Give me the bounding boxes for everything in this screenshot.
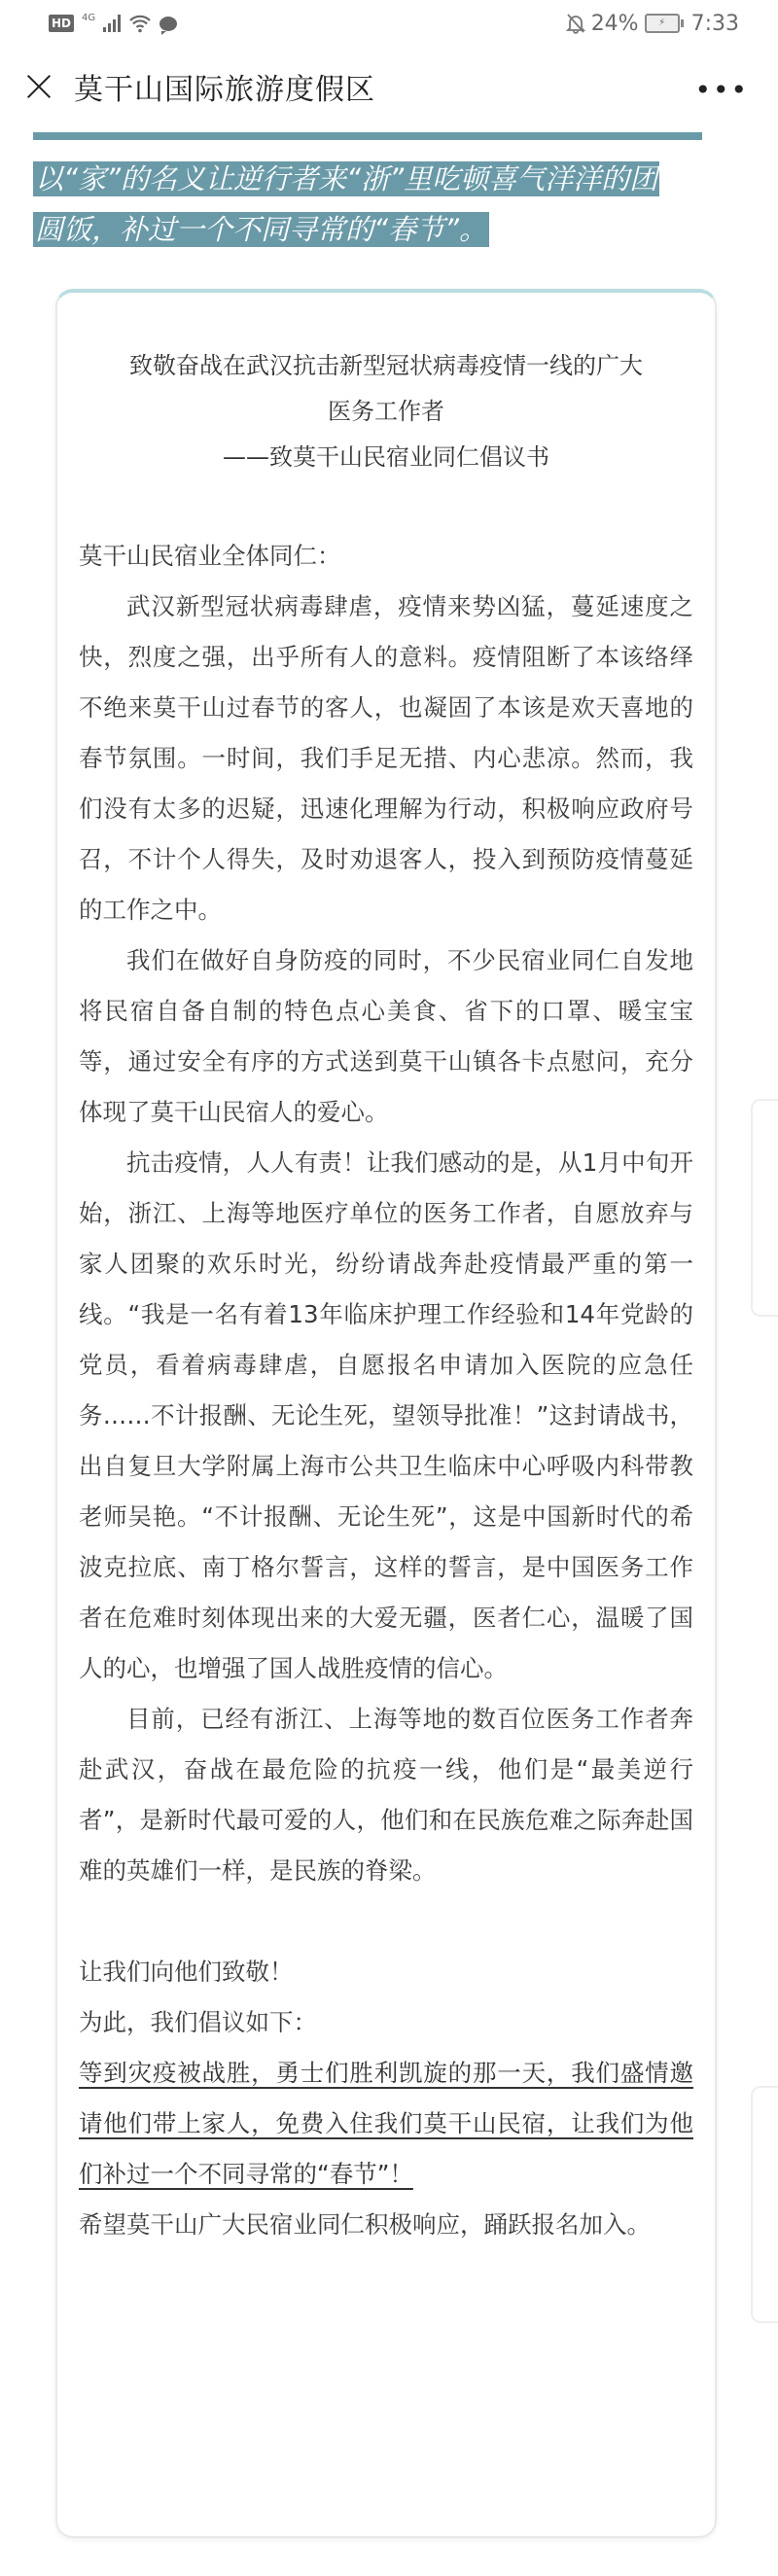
proposal-text: 等到灾疫被战胜，勇士们胜利凯旋的那一天，我们盛情邀请他们带上家人，免费入住我们莫干山民宿，让我们为他们补过一个不同寻常的“春节”！ bbox=[79, 2059, 693, 2188]
network-type: 4G bbox=[82, 12, 96, 23]
letter-heading bbox=[57, 343, 715, 480]
battery-percent: 24% bbox=[590, 11, 639, 36]
signal-icon bbox=[103, 15, 121, 32]
letter-card bbox=[55, 289, 717, 2538]
salutation: 莫干山民宿业全体同仁： bbox=[79, 542, 341, 570]
highlight-banner bbox=[33, 126, 733, 263]
closing-line: 希望莫干山广大民宿业同仁积极响应，踊跃报名加入。 bbox=[79, 2210, 651, 2239]
letter-subtitle: ——致莫干山民宿业同仁倡议书 bbox=[223, 443, 549, 471]
paragraph: 武汉新型冠状病毒肆虐，疫情来势凶猛，蔓延速度之快，烈度之强，出乎所有人的意料。疫情阻断了本该络绎不绝来莫干山过春节的客人，也凝固了本该是欢天喜地的春节氛围。一时间，我们手足无措、内心悲凉。然而，我们没有太多的迟疑，迅速化理解为行动，积极响应政府号召，不计个人得失，及时劝退客人，投入到预防疫情蔓延的工作之中。 bbox=[79, 592, 693, 924]
banner-cut-line bbox=[33, 132, 702, 140]
paragraph: 我们在做好自身防疫的同时，不少民宿业同仁自发地将民宿自备自制的特色点心美食、省下的口罩、暖宝宝等，通过安全有序的方式送到莫干山镇各卡点慰问，充分体现了莫干山民宿人的爱心。 bbox=[79, 946, 693, 1126]
status-right bbox=[566, 12, 778, 36]
battery-charging-icon: ⚡ bbox=[645, 14, 680, 33]
more-options-button[interactable]: ••• bbox=[694, 74, 749, 106]
clock: 7:33 bbox=[690, 11, 739, 36]
adjacent-card-edge bbox=[751, 2086, 778, 2323]
paragraph: 抗击疫情，人人有责！让我们感动的是，从1月中旬开始，浙江、上海等地医疗单位的医务工作者，自愿放弃与家人团聚的欢乐时光，纷纷请战奔赴疫情最严重的第一线。“我是一名有着13年临床护理工作经验和14年党龄的党员，看着病毒肆虐，自愿报名申请加入医院的应急任务……不计报酬、无论生死，望领导批准！”这封请战书，出自复旦大学附属上海市公共卫生临床中心呼吸内科带教老师吴艳。“不计报酬、无论生死”，这是中国新时代的希波克拉底、南丁格尔誓言，这样的誓言，是中国医务工作者在危难时刻体现出来的大爱无疆，医者仁心，温暖了国人的心，也增强了国人战胜疫情的信心。 bbox=[79, 1148, 693, 1682]
hd-icon: HD bbox=[49, 15, 74, 32]
title-bar bbox=[0, 47, 778, 126]
status-bar bbox=[0, 0, 778, 47]
close-icon[interactable] bbox=[19, 67, 58, 106]
banner-line: 以“家”的名义让逆行者来“浙”里吃顿喜气洋洋的团 bbox=[35, 162, 658, 195]
page-title: 莫干山国际旅游度假区 bbox=[74, 73, 375, 107]
letter-title: 医务工作者 bbox=[328, 398, 444, 425]
adjacent-card-edge bbox=[751, 1099, 778, 1317]
spacer bbox=[79, 1896, 693, 1947]
banner-line: 圆饭，补过一个不同寻常的“春节”。 bbox=[35, 213, 488, 246]
letter-title: 致敬奋战在武汉抗击新型冠状病毒疫情一线的广大 bbox=[129, 352, 643, 379]
status-left bbox=[0, 14, 177, 33]
paragraph: 目前，已经有浙江、上海等地的数百位医务工作者奔赴武汉，奋战在最危险的抗疫一线，他们是“最美逆行者”，是新时代最可爱的人，他们和在民族危难之际奔赴国难的英雄们一样，是民族的脊梁。 bbox=[79, 1705, 693, 1885]
letter-body bbox=[57, 531, 715, 2250]
proposal-intro: 为此，我们倡议如下： bbox=[79, 2008, 317, 2036]
message-icon bbox=[159, 17, 177, 31]
mute-bell-icon bbox=[566, 13, 585, 34]
salute-line: 让我们向他们致敬！ bbox=[79, 1958, 294, 1986]
wifi-icon bbox=[128, 14, 152, 33]
